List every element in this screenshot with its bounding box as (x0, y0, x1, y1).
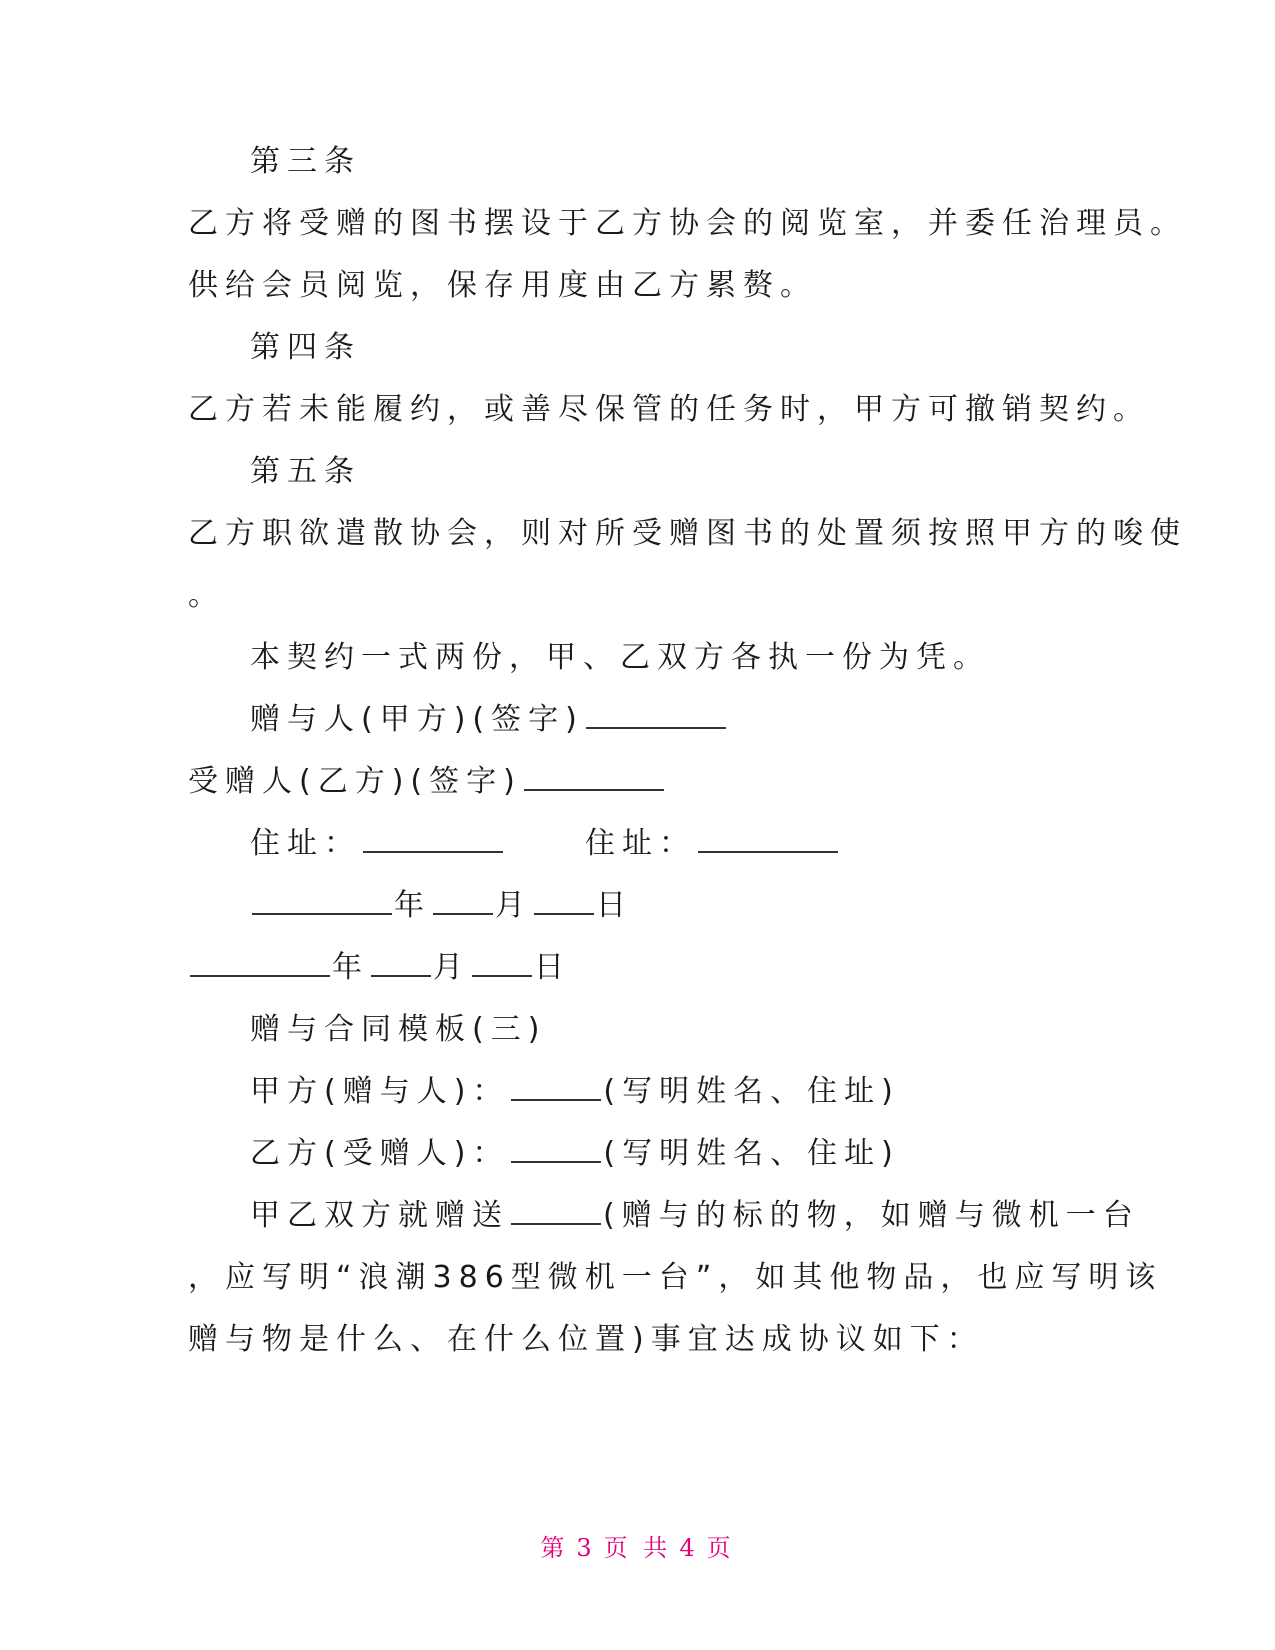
copies-clause: 本契约一式两份，甲、乙双方各执一份为凭。 (250, 640, 990, 675)
gift-text-line-3: 赠与物是什么、在什么位置)事宜达成协议如下： (188, 1322, 984, 1357)
month-blank-2 (371, 951, 431, 977)
date-line-1 (250, 886, 633, 926)
footer-current-page: 3 (576, 1534, 596, 1562)
article-3-text-line-1: 乙方将受赠的图书摆设于乙方协会的阅览室，并委任治理员。 (188, 206, 1187, 241)
footer-total-pages: 4 (679, 1534, 699, 1562)
address-label-2: 住址： (585, 826, 696, 861)
gift-text-line-1-start: 甲乙双方就赠送 (250, 1198, 509, 1233)
address-line (250, 824, 840, 864)
footer-middle: 页 共 (603, 1534, 672, 1562)
address-blank-2 (698, 827, 838, 853)
gift-blank (511, 1199, 601, 1225)
donee-signature-line (188, 762, 666, 802)
day-blank-1 (534, 889, 594, 915)
year-label-1: 年 (394, 888, 431, 923)
party-a-blank (511, 1075, 601, 1101)
page-footer (0, 1528, 1275, 1563)
article-5-text-line-1: 乙方职欲遣散协会，则对所受赠图书的处置须按照甲方的唆使 (188, 516, 1187, 551)
footer-suffix: 页 (706, 1534, 735, 1562)
donor-signature-label: 赠与人(甲方)(签字) (250, 702, 584, 737)
year-blank-2 (190, 951, 330, 977)
address-blank-1 (363, 827, 503, 853)
template-3-title: 赠与合同模板(三) (250, 1012, 547, 1047)
gift-text-line-1 (250, 1196, 1140, 1236)
party-a-note: (写明姓名、住址) (603, 1074, 900, 1109)
date-line-2 (188, 948, 571, 988)
article-3-heading: 第三条 (250, 144, 361, 179)
donor-signature-blank (586, 703, 726, 729)
month-blank-1 (433, 889, 493, 915)
article-5-heading: 第五条 (250, 454, 361, 489)
day-blank-2 (472, 951, 532, 977)
article-4-heading: 第四条 (250, 330, 361, 365)
article-5-text-line-2: 。 (188, 578, 225, 613)
party-a-line (250, 1072, 900, 1112)
donee-signature-label: 受赠人(乙方)(签字) (188, 764, 522, 799)
year-blank-1 (252, 889, 392, 915)
gift-text-line-2: ，应写明“浪潮386型微机一台”，如其他物品，也应写明该 (188, 1260, 1163, 1295)
month-label-2: 月 (433, 950, 470, 985)
day-label-1: 日 (596, 888, 633, 923)
party-b-label: 乙方(受赠人)： (250, 1136, 510, 1171)
article-3-text-line-2: 供给会员阅览，保存用度由乙方累赘。 (188, 268, 817, 303)
party-b-note: (写明姓名、住址) (603, 1136, 900, 1171)
party-b-blank (511, 1137, 601, 1163)
month-label-1: 月 (495, 888, 532, 923)
article-4-text-line-1: 乙方若未能履约，或善尽保管的任务时，甲方可撤销契约。 (188, 392, 1150, 427)
day-label-2: 日 (534, 950, 571, 985)
year-label-2: 年 (332, 950, 369, 985)
party-a-label: 甲方(赠与人)： (250, 1074, 510, 1109)
donor-signature-line (250, 700, 728, 740)
party-b-line (250, 1134, 900, 1174)
footer-prefix: 第 (540, 1534, 569, 1562)
address-label-1: 住址： (250, 826, 361, 861)
gift-text-line-1-end: (赠与的标的物，如赠与微机一台 (603, 1198, 1140, 1233)
donee-signature-blank (524, 765, 664, 791)
